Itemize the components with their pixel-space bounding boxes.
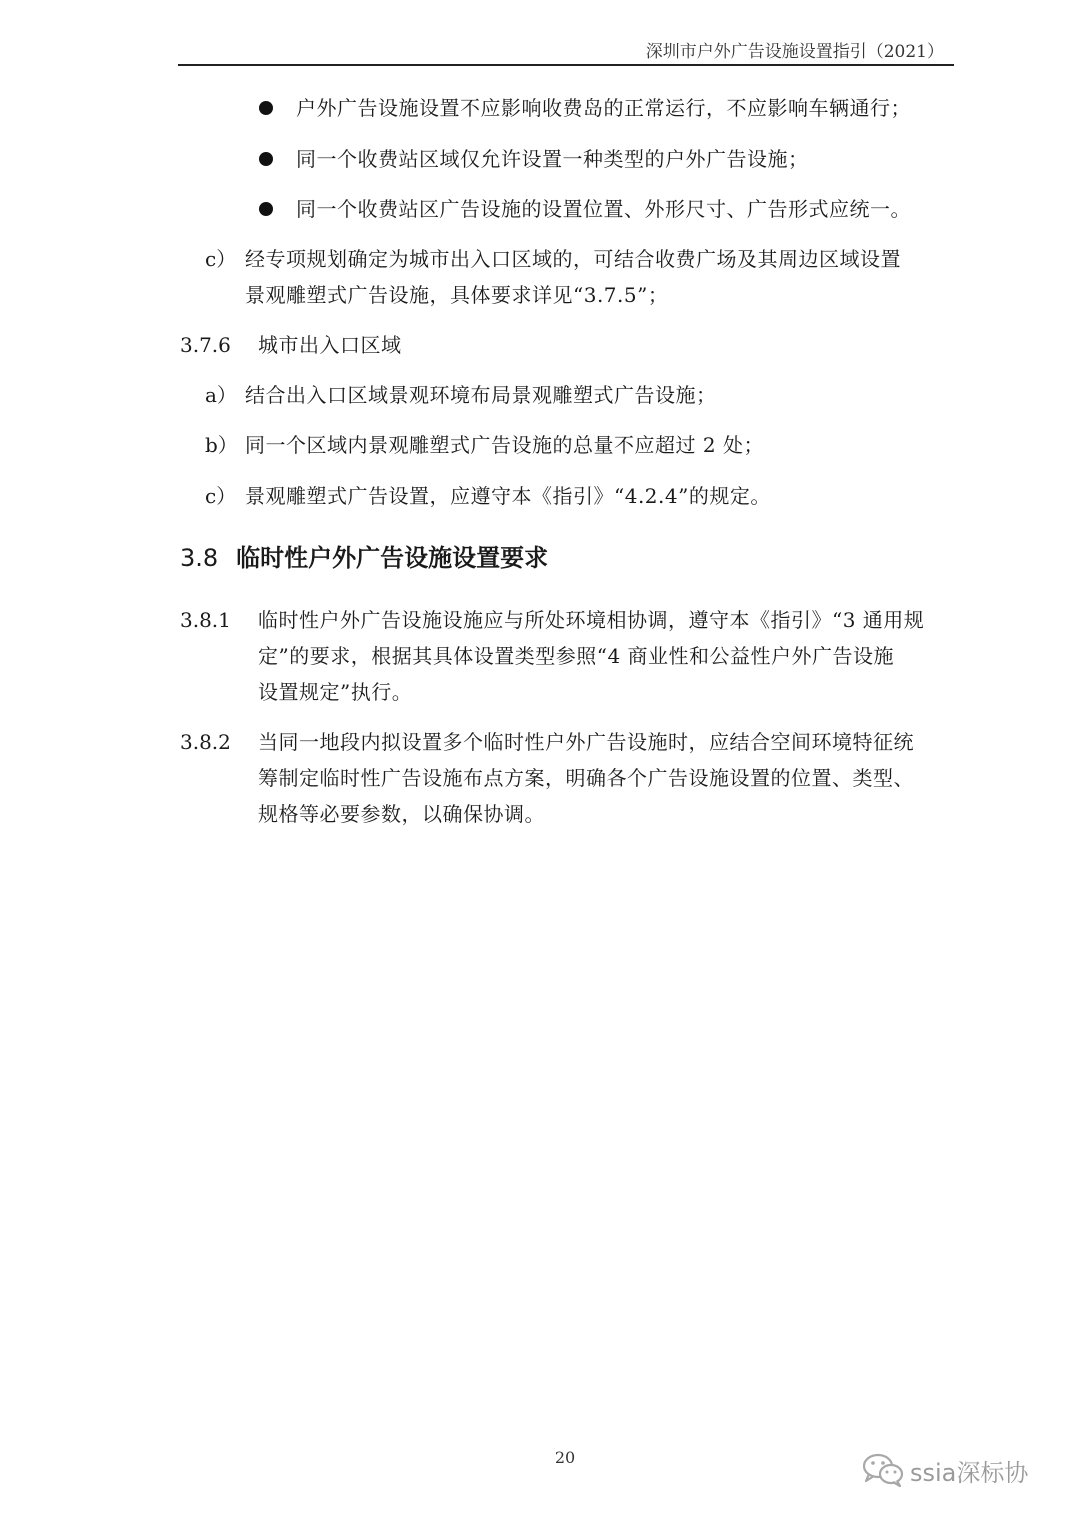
list-item-text: 景观雕塑式广告设置，应遵守本《指引》“4.2.4”的规定。: [245, 484, 771, 508]
bullet-text: 同一个收费站区广告设施的设置位置、外形尺寸、广告形式应统一。: [296, 197, 911, 221]
clause-text: 规格等必要参数，以确保协调。: [258, 802, 545, 826]
clause-number: 3.8.1: [180, 608, 231, 632]
clause-text: 设置规定”执行。: [258, 680, 413, 704]
clause-text: 筹制定临时性广告设施布点方案，明确各个广告设施设置的位置、类型、: [258, 766, 914, 790]
bullet-text: 同一个收费站区域仅允许设置一种类型的户外广告设施；: [296, 147, 809, 171]
running-header: 深圳市户外广告设施设置指引（2021）: [645, 42, 944, 62]
wechat-icon: [862, 1452, 904, 1488]
list-marker: c）: [205, 484, 237, 508]
section-heading: [180, 538, 548, 578]
clause-text: 临时性户外广告设施设施应与所处环境相协调，遵守本《指引》“3 通用规: [258, 608, 925, 632]
page-number: 20: [554, 1448, 576, 1467]
list-marker: a）: [205, 383, 237, 407]
bullet-icon: [259, 152, 273, 166]
bullet-icon: [259, 202, 273, 216]
header-divider: [178, 64, 954, 66]
list-item-text: 经专项规划确定为城市出入口区域的，可结合收费广场及其周边区域设置: [245, 247, 901, 271]
list-marker: b）: [205, 433, 238, 457]
section-title: 临时性户外广告设施设置要求: [236, 544, 549, 572]
list-item-text: 结合出入口区域景观环境布局景观雕塑式广告设施；: [245, 383, 717, 407]
list-item-text: 景观雕塑式广告设施，具体要求详见“3.7.5”；: [245, 283, 669, 307]
bullet-text: 户外广告设施设置不应影响收费岛的正常运行，不应影响车辆通行；: [296, 96, 911, 120]
list-item-text: 同一个区域内景观雕塑式广告设施的总量不应超过 2 处；: [245, 433, 764, 457]
clause-text: 当同一地段内拟设置多个临时性户外广告设施时，应结合空间环境特征统: [258, 730, 914, 754]
clause-text: 定”的要求，根据其具体设置类型参照“4 商业性和公益性户外广告设施: [258, 644, 895, 668]
clause-number: 3.7.6: [180, 333, 231, 357]
list-marker: c）: [205, 247, 237, 271]
section-number: 3.8: [180, 544, 219, 572]
clause-title: 城市出入口区域: [258, 333, 402, 357]
bullet-icon: [259, 101, 273, 115]
clause-number: 3.8.2: [180, 730, 231, 754]
watermark-text: ssia深标协: [910, 1458, 1029, 1487]
watermark: [862, 1452, 1028, 1488]
